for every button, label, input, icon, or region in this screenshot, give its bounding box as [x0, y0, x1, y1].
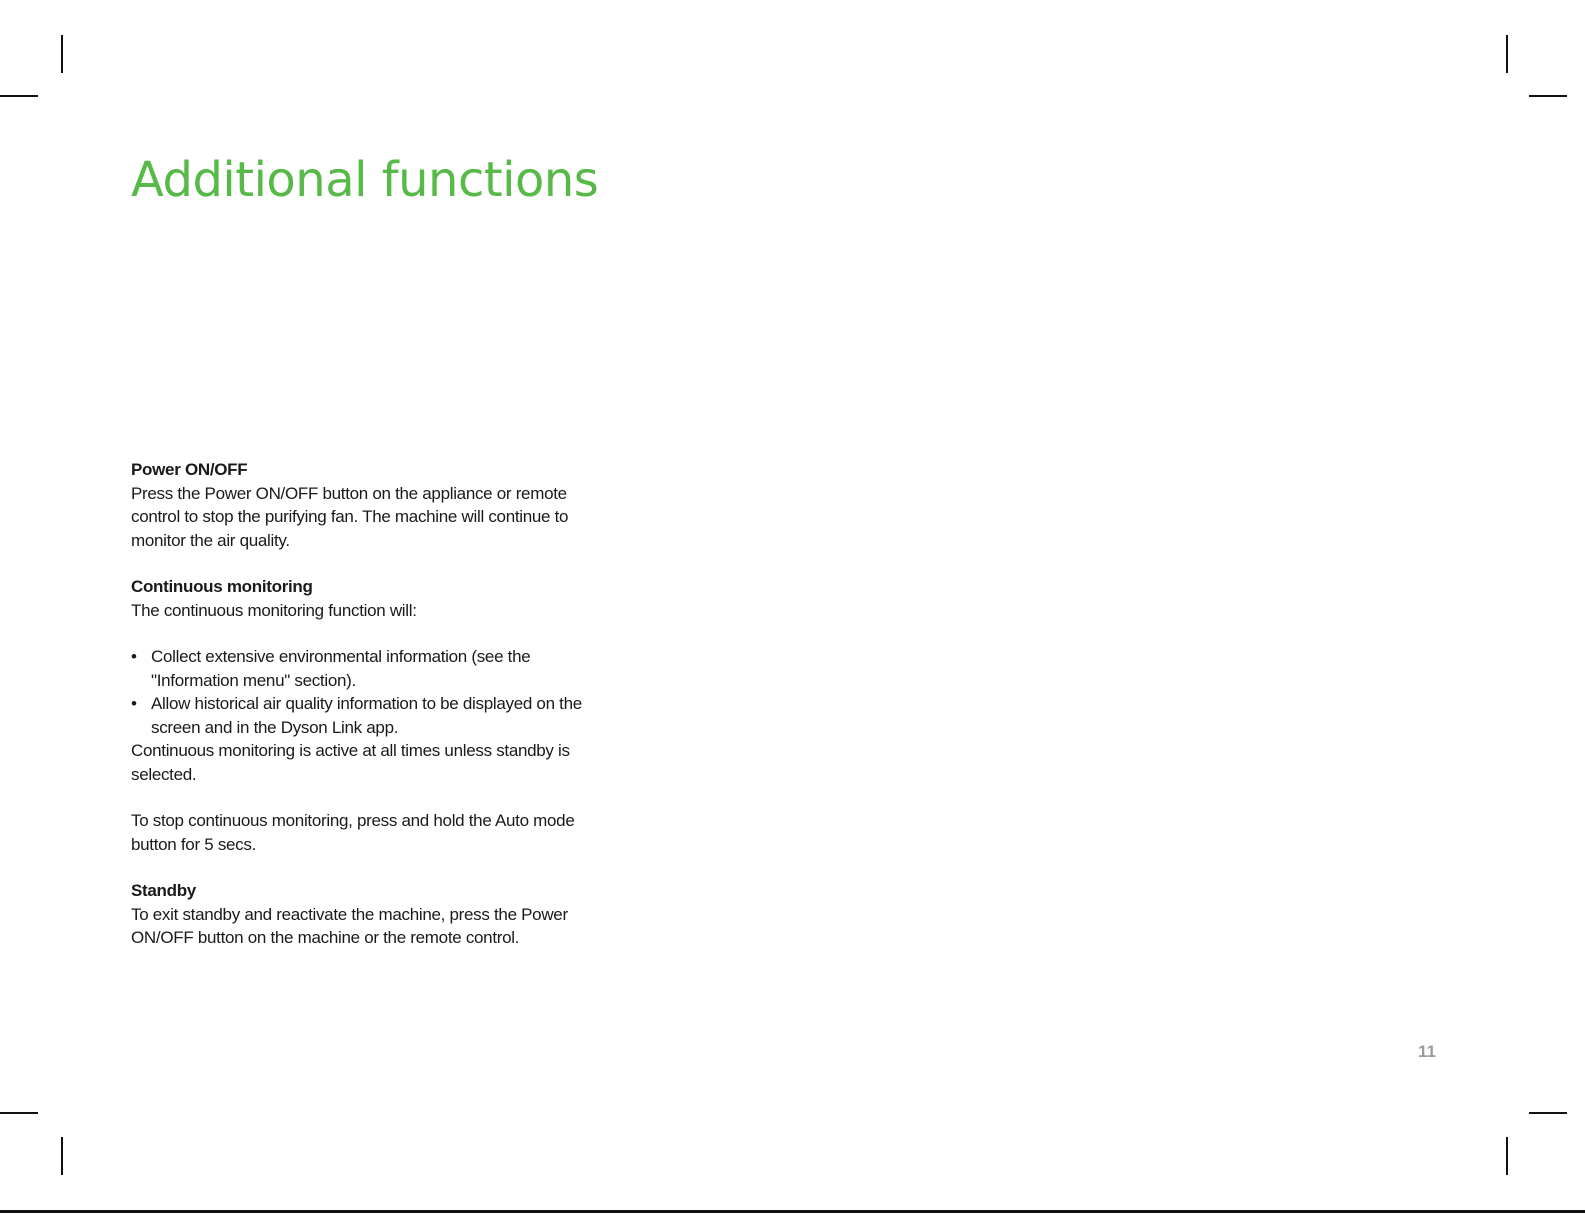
section-standby [131, 879, 611, 950]
crop-mark-top-left-vertical [61, 35, 63, 73]
crop-mark-bottom-right-horizontal [1529, 1112, 1567, 1114]
section-heading-standby: Standby [131, 881, 196, 900]
crop-mark-bottom-left-vertical [61, 1137, 63, 1175]
section-heading-power: Power ON/OFF [131, 460, 248, 479]
monitoring-stop-instructions: To stop continuous monitoring, press and hold the Auto mode button for 5 secs. [131, 811, 575, 854]
spacer [131, 622, 611, 645]
monitoring-bullet-list [131, 645, 611, 739]
crop-mark-top-right-horizontal [1529, 95, 1567, 97]
crop-mark-bottom-right-vertical [1506, 1137, 1508, 1175]
list-item: • Collect extensive environmental information (see the "Information menu" section). [151, 645, 611, 692]
page-number: 11 [1418, 1042, 1436, 1061]
monitoring-intro: The continuous monitoring function will: [131, 600, 417, 620]
section-body-power: Press the Power ON/OFF button on the appliance or remote control to stop the purifying fan. The machine will continue to monitor the air quality. [131, 483, 569, 550]
crop-mark-top-left-horizontal [0, 95, 38, 97]
section-power [131, 458, 611, 552]
section-body-standby: To exit standby and reactivate the machine, press the Power ON/OFF button on the machine or the remote control. [131, 904, 568, 947]
list-item: • Allow historical air quality information to be displayed on the screen and in the Dyson Link app. [151, 692, 611, 739]
section-heading-monitoring: Continuous monitoring [131, 577, 313, 596]
content-column [131, 458, 611, 973]
monitoring-note: Continuous monitoring is active at all times unless standby is selected. [131, 741, 570, 784]
crop-mark-top-right-vertical [1506, 35, 1508, 73]
crop-mark-bottom-left-horizontal [0, 1112, 38, 1114]
section-continuous-monitoring [131, 575, 611, 856]
page-title: Additional functions [131, 152, 599, 208]
spacer [131, 786, 611, 809]
bottom-rule [0, 1210, 1585, 1213]
